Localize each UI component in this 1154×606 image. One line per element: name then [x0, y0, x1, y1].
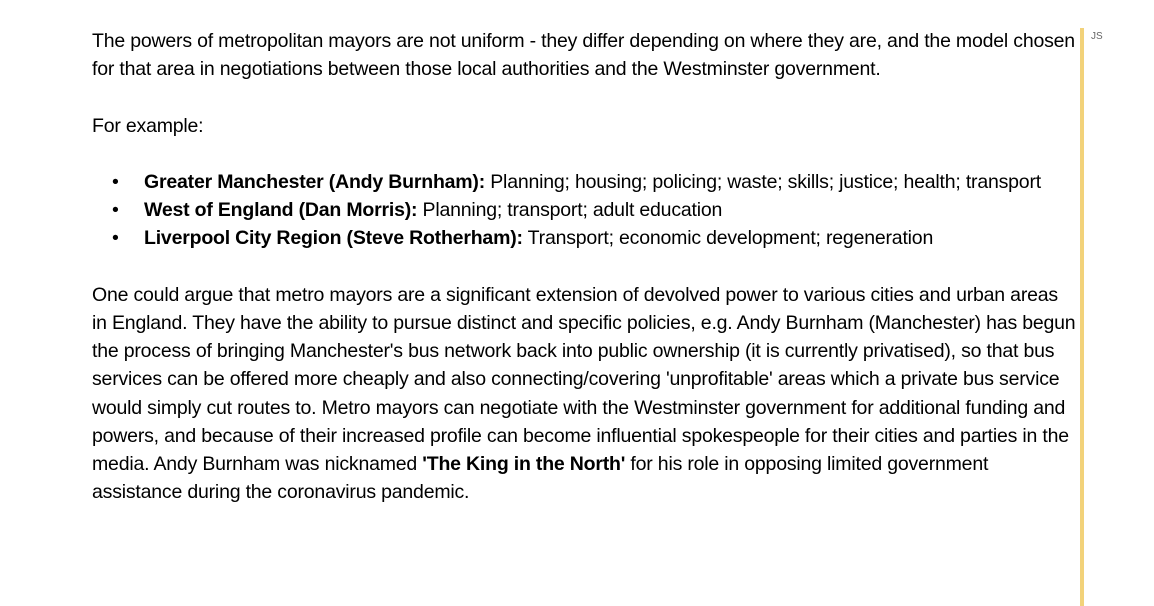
comment-author-initials[interactable]: JS — [1091, 31, 1103, 42]
list-item — [92, 168, 1077, 196]
example-label: For example: — [92, 114, 204, 137]
list-item-heading: Liverpool City Region (Steve Rotherham): — [144, 227, 523, 250]
comment-margin-bar[interactable] — [1080, 28, 1084, 606]
list-item-heading: West of England (Dan Morris): — [144, 199, 418, 222]
paragraph-spacer — [92, 140, 1077, 168]
list-item-heading: Greater Manchester (Andy Burnham): — [144, 170, 486, 193]
intro-paragraph: The powers of metropolitan mayors are not uniform - they differ depending on where they are, and the model chosen for that area in negotiations between those local authorities and the Westminster government. — [92, 30, 1075, 81]
list-item-text: Planning; housing; policing; waste; skills; justice; health; transport — [485, 170, 1041, 193]
list-item-text: Transport; economic development; regeneration — [522, 227, 934, 250]
paragraph-spacer — [92, 253, 1077, 281]
analysis-paragraph — [92, 281, 1077, 507]
analysis-text-part2: for his role in opposing limited government assistance during the coronavirus pandemic. — [92, 453, 989, 504]
list-item — [92, 196, 1077, 224]
nickname-bold: 'The King in the North' — [422, 453, 626, 475]
list-item-text: Planning; transport; adult education — [417, 199, 723, 222]
powers-list — [92, 168, 1077, 253]
list-item — [92, 224, 1077, 252]
document-body — [92, 27, 1077, 506]
paragraph-spacer — [92, 83, 1077, 111]
analysis-text-part1: One could argue that metro mayors are a significant extension of devolved power to various cities and urban areas in England. They have the ability to pursue distinct and specific policies, e.g. Andy Burnham (Manchester) has begun the process of bringing Manchester's bus network back into public ownership (it is currently privatised), so that bus services can be offered more cheaply and also connecting/covering 'unprofitable' areas which a private bus service would simply cut routes to. Metro mayors can negotiate with the Westminster government for additional funding and powers, and because of their increased profile can become influential spokespeople for their cities and parties in the media. Andy Burnham was nicknamed — [92, 283, 1076, 475]
